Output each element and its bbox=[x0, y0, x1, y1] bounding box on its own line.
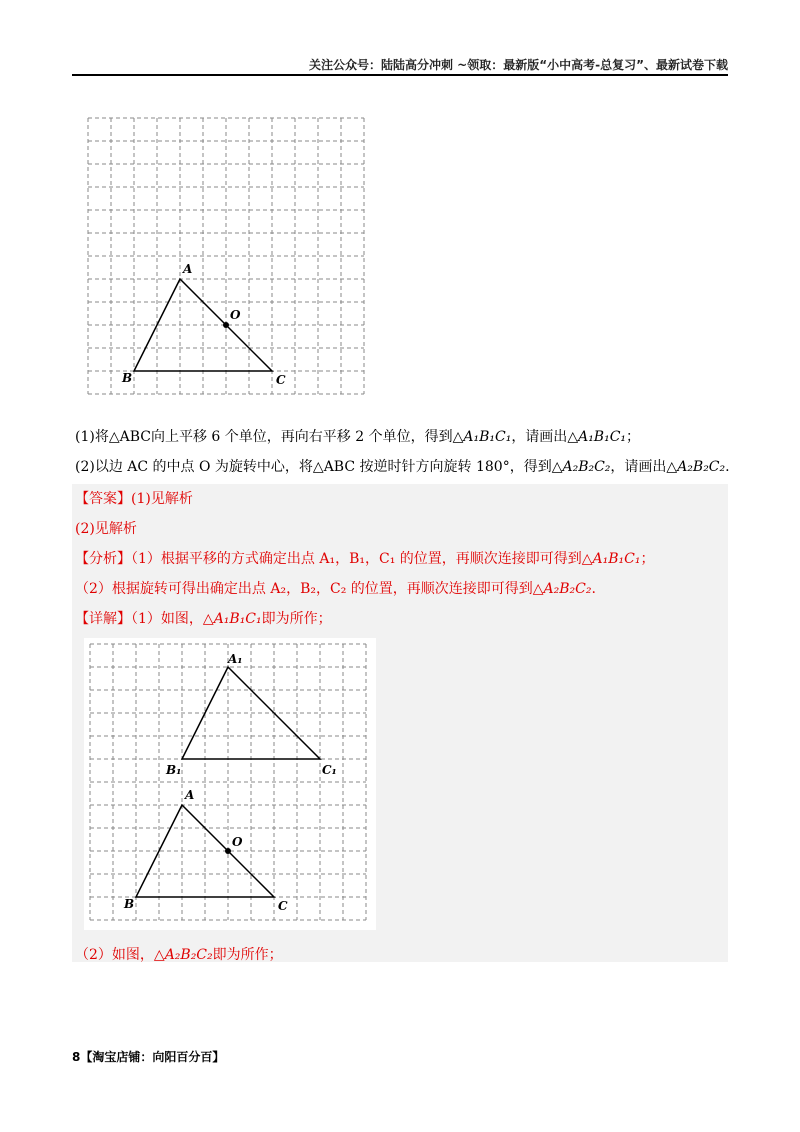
grid-lines bbox=[88, 118, 364, 394]
point-o bbox=[225, 848, 231, 854]
detail-line-1: 【详解】（1）如图，△A₁B₁C₁即为所作； bbox=[75, 611, 332, 627]
grid-lines bbox=[90, 644, 366, 920]
detail-line-2: （2）如图，△A₂B₂C₂即为所作； bbox=[75, 947, 283, 963]
label-c: C bbox=[278, 899, 288, 913]
answer-line-1: 【答案】(1)见解析 bbox=[75, 491, 193, 507]
page-footer: 8【淘宝店铺：向阳百分百】 bbox=[72, 1050, 225, 1064]
label-b1: B₁ bbox=[166, 763, 182, 777]
answer-line-2: (2)见解析 bbox=[75, 521, 137, 537]
label-a: A bbox=[185, 788, 195, 802]
label-o: O bbox=[230, 308, 241, 322]
question-line-1: (1)将△ABC向上平移 6 个单位，再向右平移 2 个单位，得到△A₁B₁C₁，请画出△A₁B₁C₁； bbox=[75, 429, 641, 445]
analysis-line-1: 【分析】（1）根据平移的方式确定出点 A₁，B₁，C₁ 的位置，再顺次连接即可得到△A₁B₁C₁； bbox=[75, 551, 655, 567]
label-c1: C₁ bbox=[322, 763, 337, 777]
label-c: C bbox=[276, 373, 286, 387]
question-line-2: (2)以边 AC 的中点 O 为旋转中心，将△ABC 按逆时针方向旋转 180°，得到△A₂B₂C₂，请画出△A₂B₂C₂. bbox=[75, 459, 730, 475]
figure-2-grid bbox=[86, 640, 370, 924]
label-o: O bbox=[232, 835, 243, 849]
label-a: A bbox=[183, 262, 193, 276]
header-rule bbox=[72, 74, 728, 76]
point-o bbox=[223, 322, 229, 328]
page-header: 关注公众号：陆陆高分冲刺 ~领取：最新版“小中高考-总复习”、最新试卷下载 bbox=[309, 58, 728, 72]
label-b: B bbox=[124, 897, 135, 911]
label-b: B bbox=[122, 371, 133, 385]
figure-1-grid bbox=[86, 116, 366, 396]
analysis-line-2: （2）根据旋转可得出确定出点 A₂，B₂，C₂ 的位置，再顺次连接即可得到△A₂B₂C₂. bbox=[75, 581, 596, 597]
label-a1: A₁ bbox=[228, 652, 243, 666]
